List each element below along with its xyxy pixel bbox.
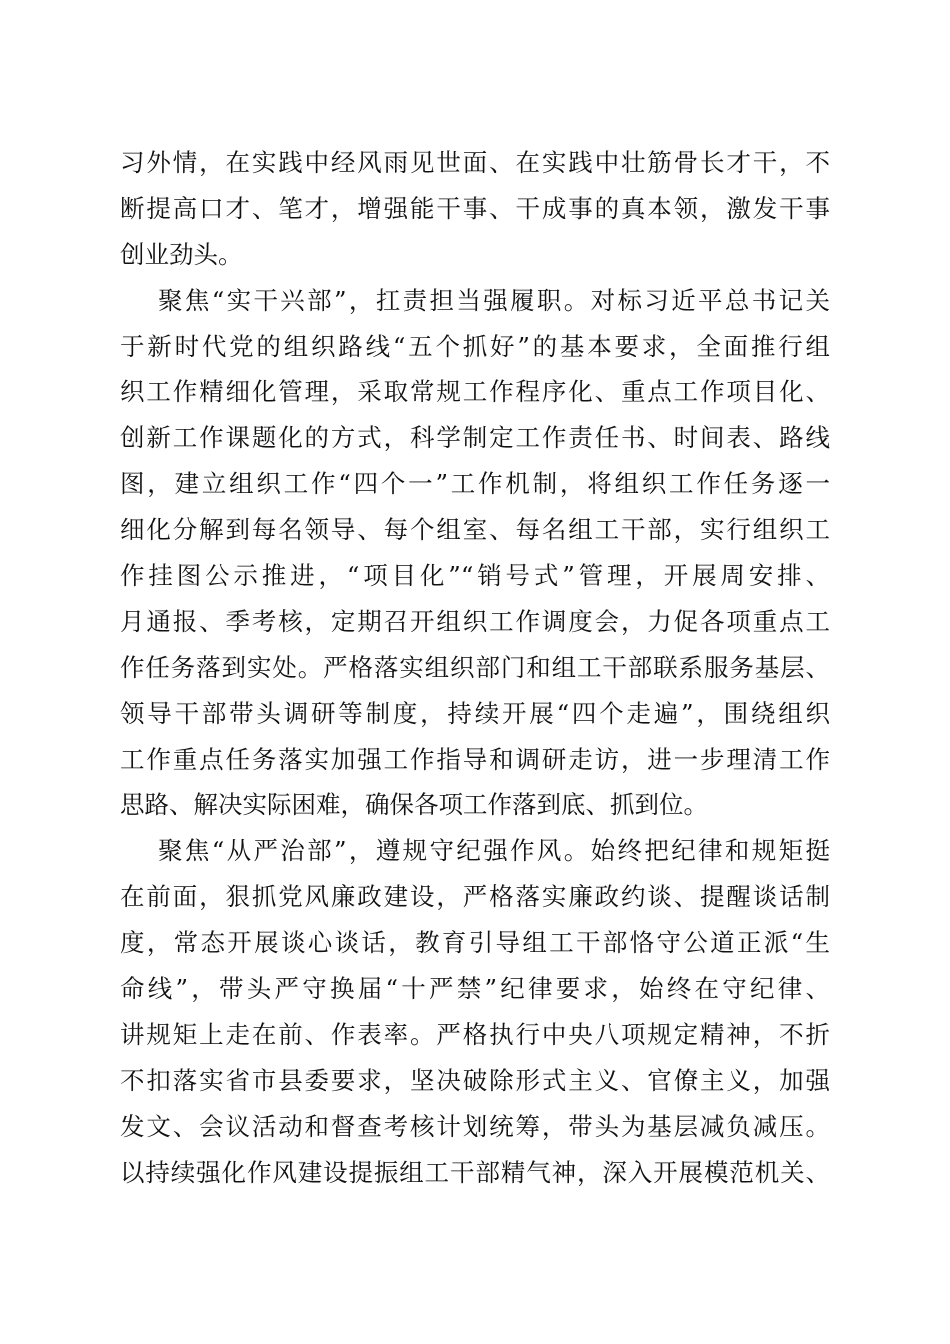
paragraph-1-line-2: 断提高口才、笔才，增强能干事、干成事的真本领，激发干事 — [120, 193, 830, 223]
paragraph-3-line-8: 以持续强化作风建设提振组工干部精气神，深入开展模范机关、 — [120, 1157, 830, 1187]
paragraph-2-line-3: 织工作精细化管理，采取常规工作程序化、重点工作项目化、 — [120, 377, 830, 407]
paragraph-3-line-3: 度，常态开展谈心谈话，教育引导组工干部恪守公道正派“生 — [120, 928, 830, 958]
document-body — [120, 140, 830, 1195]
paragraph-2-line-1: 聚焦“实干兴部”，扛责担当强履职。对标习近平总书记关 — [158, 285, 830, 315]
paragraph-2-line-7: 作挂图公示推进，“项目化”“销号式”管理，开展周安排、 — [120, 561, 830, 591]
paragraph-3-line-5: 讲规矩上走在前、作表率。严格执行中央八项规定精神，不折 — [120, 1019, 830, 1049]
paragraph-1-line-1: 习外情，在实践中经风雨见世面、在实践中壮筋骨长才干，不 — [120, 148, 830, 177]
paragraph-2-line-4: 创新工作课题化的方式，科学制定工作责任书、时间表、路线 — [120, 423, 830, 453]
paragraph-3-line-4: 命线”，带头严守换届“十严禁”纪律要求，始终在守纪律、 — [120, 974, 830, 1004]
paragraph-3-line-7: 发文、会议活动和督查考核计划统筹，带头为基层减负减压。 — [120, 1111, 830, 1141]
paragraph-2-line-5: 图，建立组织工作“四个一”工作机制，将组织工作任务逐一 — [120, 469, 830, 499]
paragraph-3-line-2: 在前面，狠抓党风廉政建设，严格落实廉政约谈、提醒谈话制 — [120, 882, 830, 912]
paragraph-2-line-10: 领导干部带头调研等制度，持续开展“四个走遍”，围绕组织 — [120, 698, 830, 728]
paragraph-2-line-12: 思路、解决实际困难，确保各项工作落到底、抓到位。 — [120, 790, 708, 820]
paragraph-2-line-2: 于新时代党的组织路线“五个抓好”的基本要求，全面推行组 — [120, 331, 830, 361]
paragraph-2-line-6: 细化分解到每名领导、每个组室、每名组工干部，实行组织工 — [120, 515, 830, 545]
paragraph-2-line-9: 作任务落到实处。严格落实组织部门和组工干部联系服务基层、 — [120, 652, 830, 682]
paragraph-1-line-3: 创业劲头。 — [120, 239, 243, 269]
paragraph-2-line-11: 工作重点任务落实加强工作指导和调研走访，进一步理清工作 — [120, 744, 830, 774]
paragraph-3-line-6: 不扣落实省市县委要求，坚决破除形式主义、官僚主义，加强 — [120, 1065, 830, 1095]
paragraph-2-line-8: 月通报、季考核，定期召开组织工作调度会，力促各项重点工 — [120, 606, 830, 636]
paragraph-3-line-1: 聚焦“从严治部”，遵规守纪强作风。始终把纪律和规矩挺 — [158, 836, 830, 866]
